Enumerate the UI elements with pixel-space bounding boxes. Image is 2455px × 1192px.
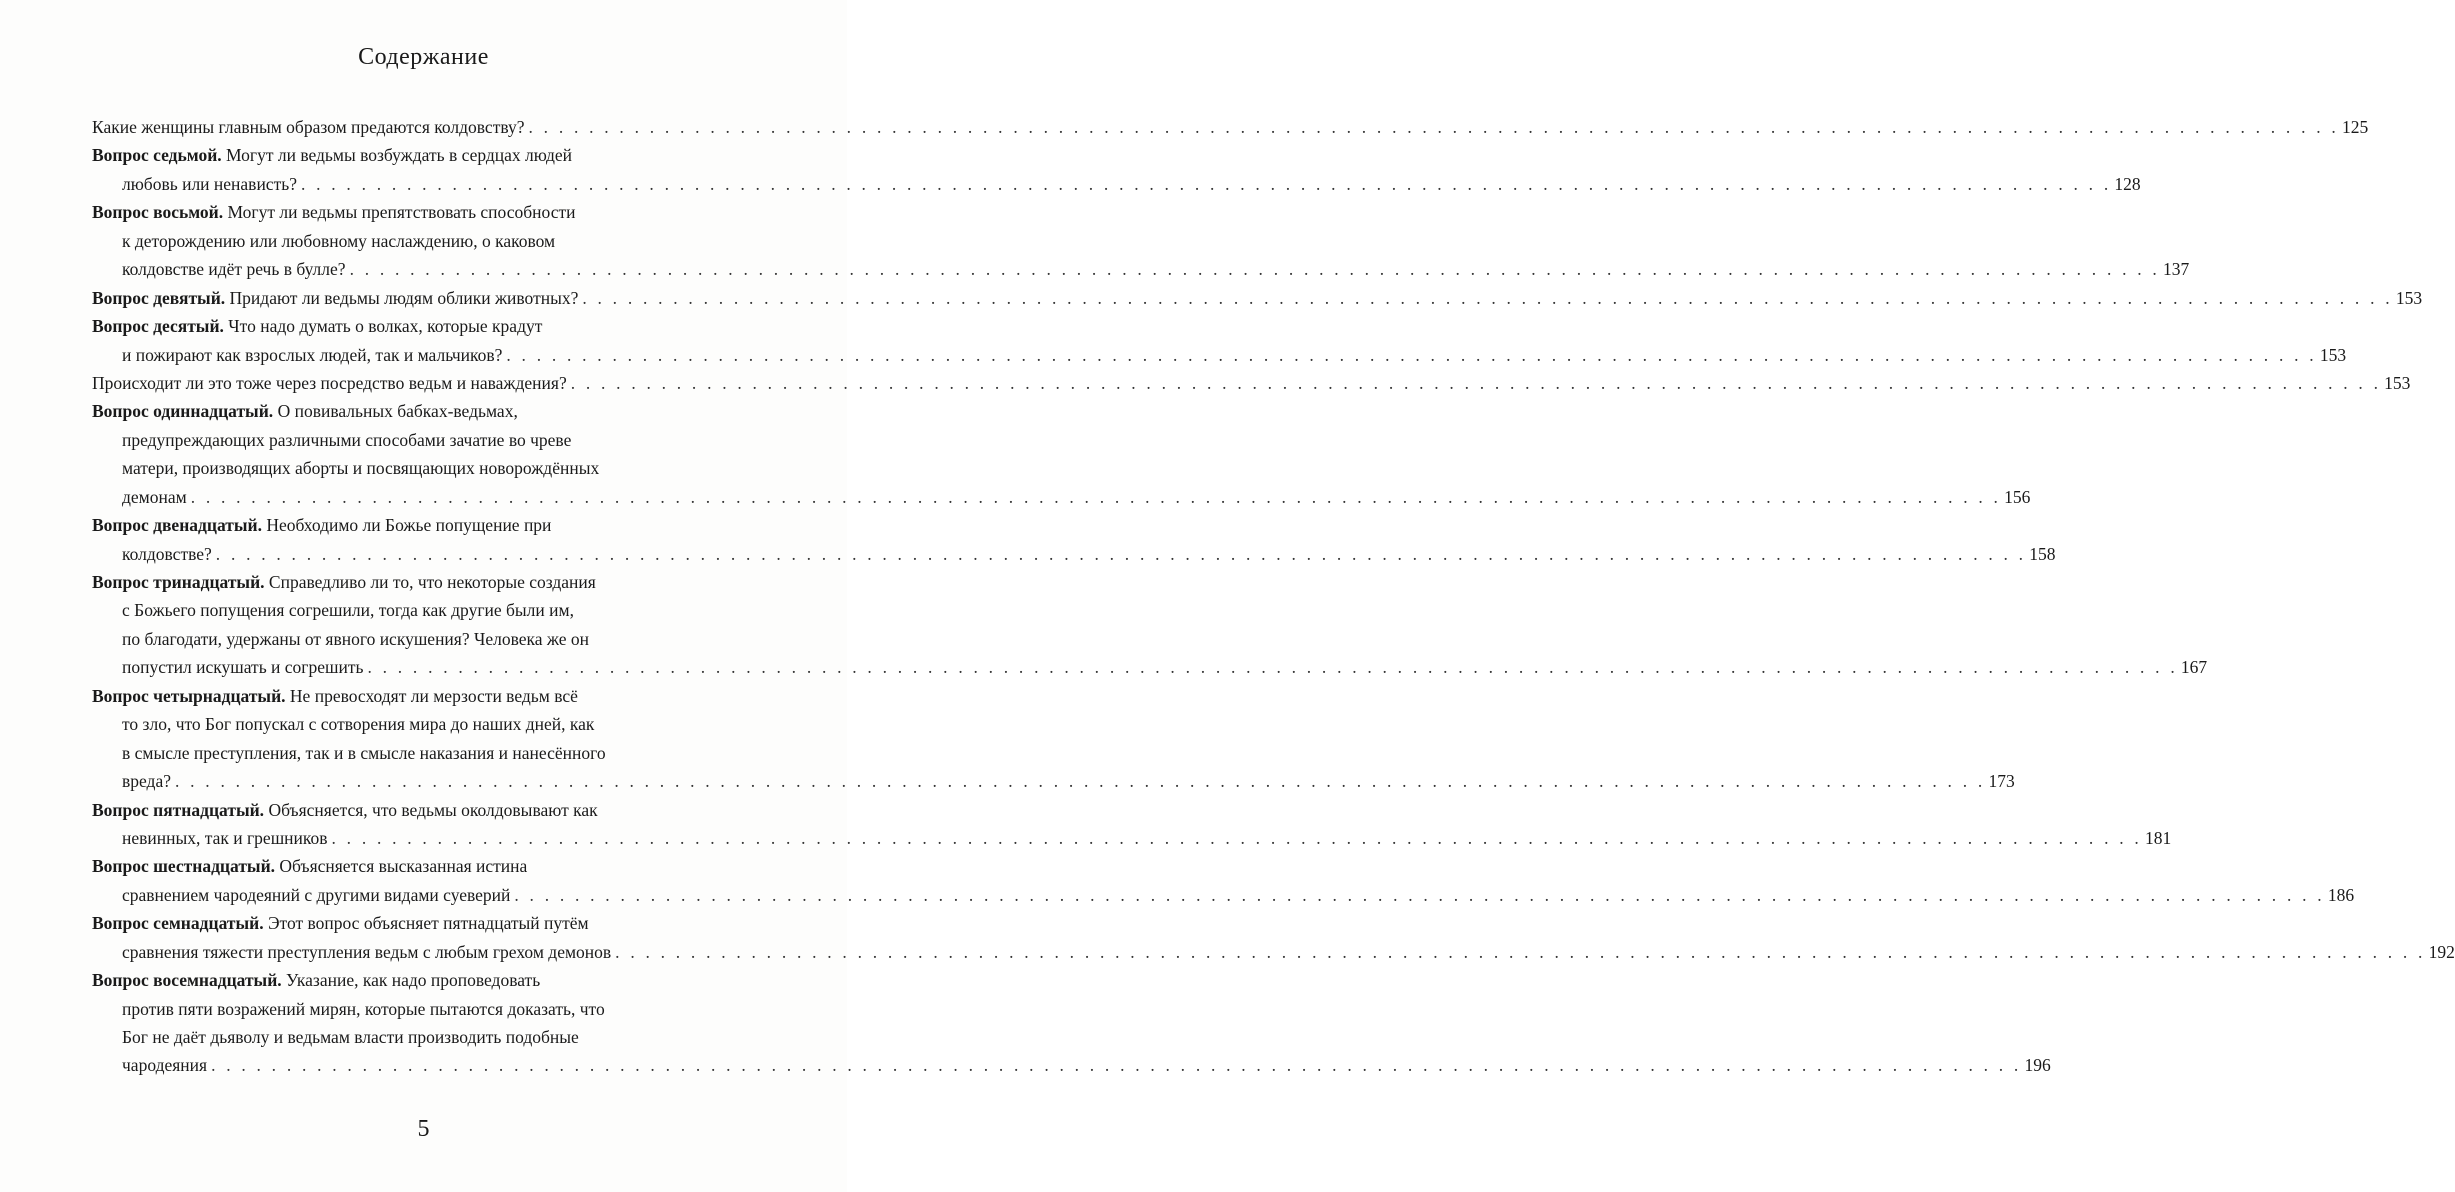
- toc-line-text: [122, 1051, 207, 1079]
- toc-entry: [92, 682, 2015, 796]
- entry-page-number: 153: [2384, 372, 2411, 393]
- toc-line: [92, 966, 722, 994]
- toc-line: [92, 454, 722, 482]
- entry-text: колдовстве идёт речь в булле?: [122, 259, 346, 280]
- question-heading: Вопрос четырнадцатый.: [92, 685, 286, 706]
- entry-text: Объясняется, что ведьмы околдовывают как: [268, 799, 598, 820]
- entry-page-number: 153: [2319, 344, 2347, 365]
- entry-text: Придают ли ведьмы людям облики животных?: [229, 287, 579, 308]
- dot-leader: . . . . . . . . . . . . . . . . . . . . . . . . . . . . . . . . . . . . . . . . . . . . . . . . . . . . . . . . . . . . . . . . . . . . . . . . . . . . . . . . . . . . . . . . . . . . . . . . . . . . . . . . . . . . . . . . . . . . . . . .: [331, 827, 2142, 848]
- toc-line: [92, 625, 722, 653]
- entry-text: колдовстве?: [122, 543, 212, 564]
- entry-text: сравнения тяжести преступления ведьм с любым грехом демонов: [122, 941, 612, 962]
- entry-page-number: 192: [2428, 941, 2455, 962]
- dot-leader: . . . . . . . . . . . . . . . . . . . . . . . . . . . . . . . . . . . . . . . . . . . . . . . . . . . . . . . . . . . . . . . . . . . . . . . . . . . . . . . . . . . . . . . . . . . . . . . . . . . . . . . . . . . . . . . . . . . . . . . .: [190, 486, 2002, 507]
- question-heading: Вопрос девятый.: [92, 287, 226, 308]
- entry-text: Могут ли ведьмы возбуждать в сердцах людей: [226, 145, 573, 166]
- entry-text: Объясняется высказанная истина: [279, 856, 528, 877]
- toc-line: [92, 483, 2031, 511]
- entry-page-number: 167: [2180, 657, 2208, 678]
- toc-line-text: [92, 369, 567, 397]
- toc-entry: [92, 852, 2355, 909]
- toc-line-text: [122, 881, 510, 909]
- dot-leader: . . . . . . . . . . . . . . . . . . . . . . . . . . . . . . . . . . . . . . . . . . . . . . . . . . . . . . . . . . . . . . . . . . . . . . . . . . . . . . . . . . . . . . . . . . . . . . . . . . . . . . . . . . . . . . . . . . . . . . . .: [582, 287, 2393, 308]
- entry-text: Бог не даёт дьяволу и ведьмам власти производить подобные: [122, 1027, 579, 1047]
- table-of-contents: [92, 113, 2455, 1080]
- dot-leader: . . . . . . . . . . . . . . . . . . . . . . . . . . . . . . . . . . . . . . . . . . . . . . . . . . . . . . . . . . . . . . . . . . . . . . . . . . . . . . . . . . . . . . . . . . . . . . . . . . . . . . . . . . . . . . . . . . . . . . . .: [175, 771, 1986, 792]
- entry-text: Не превосходят ли мерзости ведьм всё: [289, 685, 578, 706]
- toc-line: [92, 682, 722, 710]
- toc-line: [92, 767, 2015, 795]
- entry-text: против пяти возражений мирян, которые пытаются доказать, что: [122, 998, 605, 1019]
- entry-text: Необходимо ли Божье попущение при: [266, 515, 552, 536]
- toc-line: [92, 369, 2411, 397]
- entry-page-number: 137: [2163, 259, 2190, 280]
- entry-text: О повивальных бабках-ведьмах,: [277, 401, 518, 422]
- entry-text: и пожирают как взрослых людей, так и мальчиков?: [122, 344, 503, 365]
- toc-entry: [92, 397, 2031, 511]
- entry-text: демонам: [122, 486, 187, 507]
- toc-entry: [92, 312, 2347, 369]
- question-heading: Вопрос тринадцатый.: [92, 572, 265, 592]
- entry-text: матери, производящих аборты и посвящающих новорождённых: [122, 458, 600, 479]
- toc-line: [92, 227, 722, 255]
- toc-line: [92, 995, 722, 1023]
- toc-line: [92, 540, 2056, 568]
- toc-line: [92, 909, 722, 937]
- entry-text: Происходит ли это тоже через посредство ведьм и наваждения?: [92, 372, 567, 393]
- toc-line: [92, 312, 722, 340]
- toc-line: [92, 881, 2355, 909]
- toc-line: [92, 710, 722, 738]
- toc-line-text: [122, 170, 297, 198]
- toc-line: [92, 739, 722, 767]
- dot-leader: . . . . . . . . . . . . . . . . . . . . . . . . . . . . . . . . . . . . . . . . . . . . . . . . . . . . . . . . . . . . . . . . . . . . . . . . . . . . . . . . . . . . . . . . . . . . . . . . . . . . . . . . . . . . . . . . . . . . . . . .: [506, 344, 2317, 365]
- question-heading: Вопрос шестнадцатый.: [92, 856, 276, 877]
- toc-line: [92, 653, 2208, 681]
- question-heading: Вопрос восьмой.: [92, 202, 224, 223]
- entry-text: в смысле преступления, так и в смысле наказания и нанесённого: [122, 742, 606, 763]
- entry-page-number: 196: [2024, 1055, 2051, 1076]
- entry-text: то зло, что Бог попускал с сотворения мира до наших дней, как: [122, 714, 595, 735]
- dot-leader: . . . . . . . . . . . . . . . . . . . . . . . . . . . . . . . . . . . . . . . . . . . . . . . . . . . . . . . . . . . . . . . . . . . . . . . . . . . . . . . . . . . . . . . . . . . . . . . . . . . . . . . . . . . . . . . . . . . . . . . .: [528, 117, 2339, 137]
- entry-page-number: 186: [2327, 884, 2355, 905]
- entry-text: Что надо думать о волках, которые крадут: [228, 316, 543, 337]
- entry-text: невинных, так и грешников: [122, 827, 328, 848]
- dot-leader: . . . . . . . . . . . . . . . . . . . . . . . . . . . . . . . . . . . . . . . . . . . . . . . . . . . . . . . . . . . . . . . . . . . . . . . . . . . . . . . . . . . . . . . . . . . . . . . . . . . . . . . . . . . . . . . . . . . . . . . .: [367, 657, 2178, 678]
- toc-line-text: [122, 938, 611, 966]
- toc-line: [92, 170, 2141, 198]
- toc-line: [92, 938, 2455, 966]
- entry-text: к деторождению или любовному наслаждению, о каковом: [122, 230, 556, 251]
- toc-line: [92, 568, 722, 596]
- toc-line: [92, 796, 722, 824]
- toc-line-text: [122, 540, 212, 568]
- entry-page-number: 181: [2144, 827, 2172, 848]
- entry-page-number: 153: [2395, 287, 2423, 308]
- entry-text: вреда?: [122, 771, 171, 792]
- entry-text: Справедливо ли то, что некоторые создания: [268, 572, 596, 592]
- question-heading: Вопрос одиннадцатый.: [92, 401, 274, 422]
- toc-line: [92, 511, 722, 539]
- toc-line-text: [122, 483, 187, 511]
- dot-leader: . . . . . . . . . . . . . . . . . . . . . . . . . . . . . . . . . . . . . . . . . . . . . . . . . . . . . . . . . . . . . . . . . . . . . . . . . . . . . . . . . . . . . . . . . . . . . . . . . . . . . . . . . . . . . . . . . . . . . . . .: [615, 941, 2426, 962]
- entry-text: по благодати, удержаны от явного искушения? Человека же он: [122, 628, 590, 649]
- question-heading: Вопрос семнадцатый.: [92, 913, 264, 934]
- toc-entry: [92, 284, 2423, 312]
- toc-line: [92, 141, 722, 169]
- dot-leader: . . . . . . . . . . . . . . . . . . . . . . . . . . . . . . . . . . . . . . . . . . . . . . . . . . . . . . . . . . . . . . . . . . . . . . . . . . . . . . . . . . . . . . . . . . . . . . . . . . . . . . . . . . . . . . . . . . . . . . . .: [349, 259, 2160, 280]
- toc-line: [92, 397, 722, 425]
- toc-line: [92, 1051, 2051, 1079]
- entry-text: чародеяния: [122, 1055, 208, 1076]
- toc-line-text: [92, 284, 578, 312]
- toc-line: [92, 284, 2423, 312]
- toc-entry: [92, 113, 2369, 141]
- dot-leader: . . . . . . . . . . . . . . . . . . . . . . . . . . . . . . . . . . . . . . . . . . . . . . . . . . . . . . . . . . . . . . . . . . . . . . . . . . . . . . . . . . . . . . . . . . . . . . . . . . . . . . . . . . . . . . . . . . . . . . . .: [570, 372, 2382, 393]
- toc-entry: [92, 198, 2190, 283]
- toc-entry: [92, 568, 2208, 682]
- toc-line-text: [122, 824, 328, 852]
- entry-text: Указание, как надо проповедовать: [286, 970, 541, 991]
- page-title: Содержание: [358, 44, 489, 70]
- entry-page-number: 173: [1988, 771, 2015, 792]
- toc-entry: [92, 796, 2172, 853]
- entry-text: попустил искушать и согрешить: [122, 657, 364, 678]
- toc-line: [92, 113, 2369, 141]
- dot-leader: . . . . . . . . . . . . . . . . . . . . . . . . . . . . . . . . . . . . . . . . . . . . . . . . . . . . . . . . . . . . . . . . . . . . . . . . . . . . . . . . . . . . . . . . . . . . . . . . . . . . . . . . . . . . . . . . . . . . . . . .: [211, 1055, 2022, 1076]
- toc-line: [92, 341, 2347, 369]
- entry-page-number: 125: [2341, 117, 2369, 137]
- toc-line: [92, 596, 722, 624]
- toc-line-text: [92, 113, 525, 141]
- entry-text: Могут ли ведьмы препятствовать способности: [227, 202, 576, 223]
- entry-page-number: 156: [2004, 486, 2031, 507]
- toc-line-text: [122, 341, 502, 369]
- toc-line: [92, 852, 722, 880]
- toc-entry: [92, 909, 2455, 966]
- entry-page-number: 128: [2114, 173, 2141, 194]
- entry-text: сравнением чародеяний с другими видами суеверий: [122, 884, 511, 905]
- toc-line: [92, 824, 2172, 852]
- question-heading: Вопрос десятый.: [92, 316, 224, 337]
- question-heading: Вопрос седьмой.: [92, 145, 222, 166]
- dot-leader: . . . . . . . . . . . . . . . . . . . . . . . . . . . . . . . . . . . . . . . . . . . . . . . . . . . . . . . . . . . . . . . . . . . . . . . . . . . . . . . . . . . . . . . . . . . . . . . . . . . . . . . . . . . . . . . . . . . . . . . .: [514, 884, 2325, 905]
- toc-line-text: [122, 255, 346, 283]
- question-heading: Вопрос пятнадцатый.: [92, 799, 265, 820]
- page-number: 5: [417, 1116, 430, 1142]
- entry-text: Этот вопрос объясняет пятнадцатый путём: [267, 913, 589, 934]
- entry-text: любовь или ненависть?: [122, 173, 297, 194]
- toc-line: [92, 255, 2190, 283]
- toc-line: [92, 198, 722, 226]
- toc-entry: [92, 141, 2141, 198]
- toc-line-text: [122, 767, 171, 795]
- entry-text: с Божьего попущения согрешили, тогда как другие были им,: [122, 600, 574, 621]
- entry-text: предупреждающих различными способами зачатие во чреве: [122, 429, 572, 450]
- question-heading: Вопрос двенадцатый.: [92, 515, 262, 536]
- toc-line: [92, 426, 722, 454]
- dot-leader: . . . . . . . . . . . . . . . . . . . . . . . . . . . . . . . . . . . . . . . . . . . . . . . . . . . . . . . . . . . . . . . . . . . . . . . . . . . . . . . . . . . . . . . . . . . . . . . . . . . . . . . . . . . . . . . . . . . . . . . .: [300, 173, 2112, 194]
- question-heading: Вопрос восемнадцатый.: [92, 970, 282, 991]
- toc-entry: [92, 511, 2056, 568]
- toc-entry: [92, 369, 2411, 397]
- toc-line: [92, 1023, 722, 1051]
- toc-line-text: [122, 653, 363, 681]
- dot-leader: . . . . . . . . . . . . . . . . . . . . . . . . . . . . . . . . . . . . . . . . . . . . . . . . . . . . . . . . . . . . . . . . . . . . . . . . . . . . . . . . . . . . . . . . . . . . . . . . . . . . . . . . . . . . . . . . . . . . . . . .: [215, 543, 2027, 564]
- entry-page-number: 158: [2029, 543, 2056, 564]
- toc-entry: [92, 966, 2051, 1080]
- entry-text: Какие женщины главным образом предаются колдовству?: [92, 117, 525, 137]
